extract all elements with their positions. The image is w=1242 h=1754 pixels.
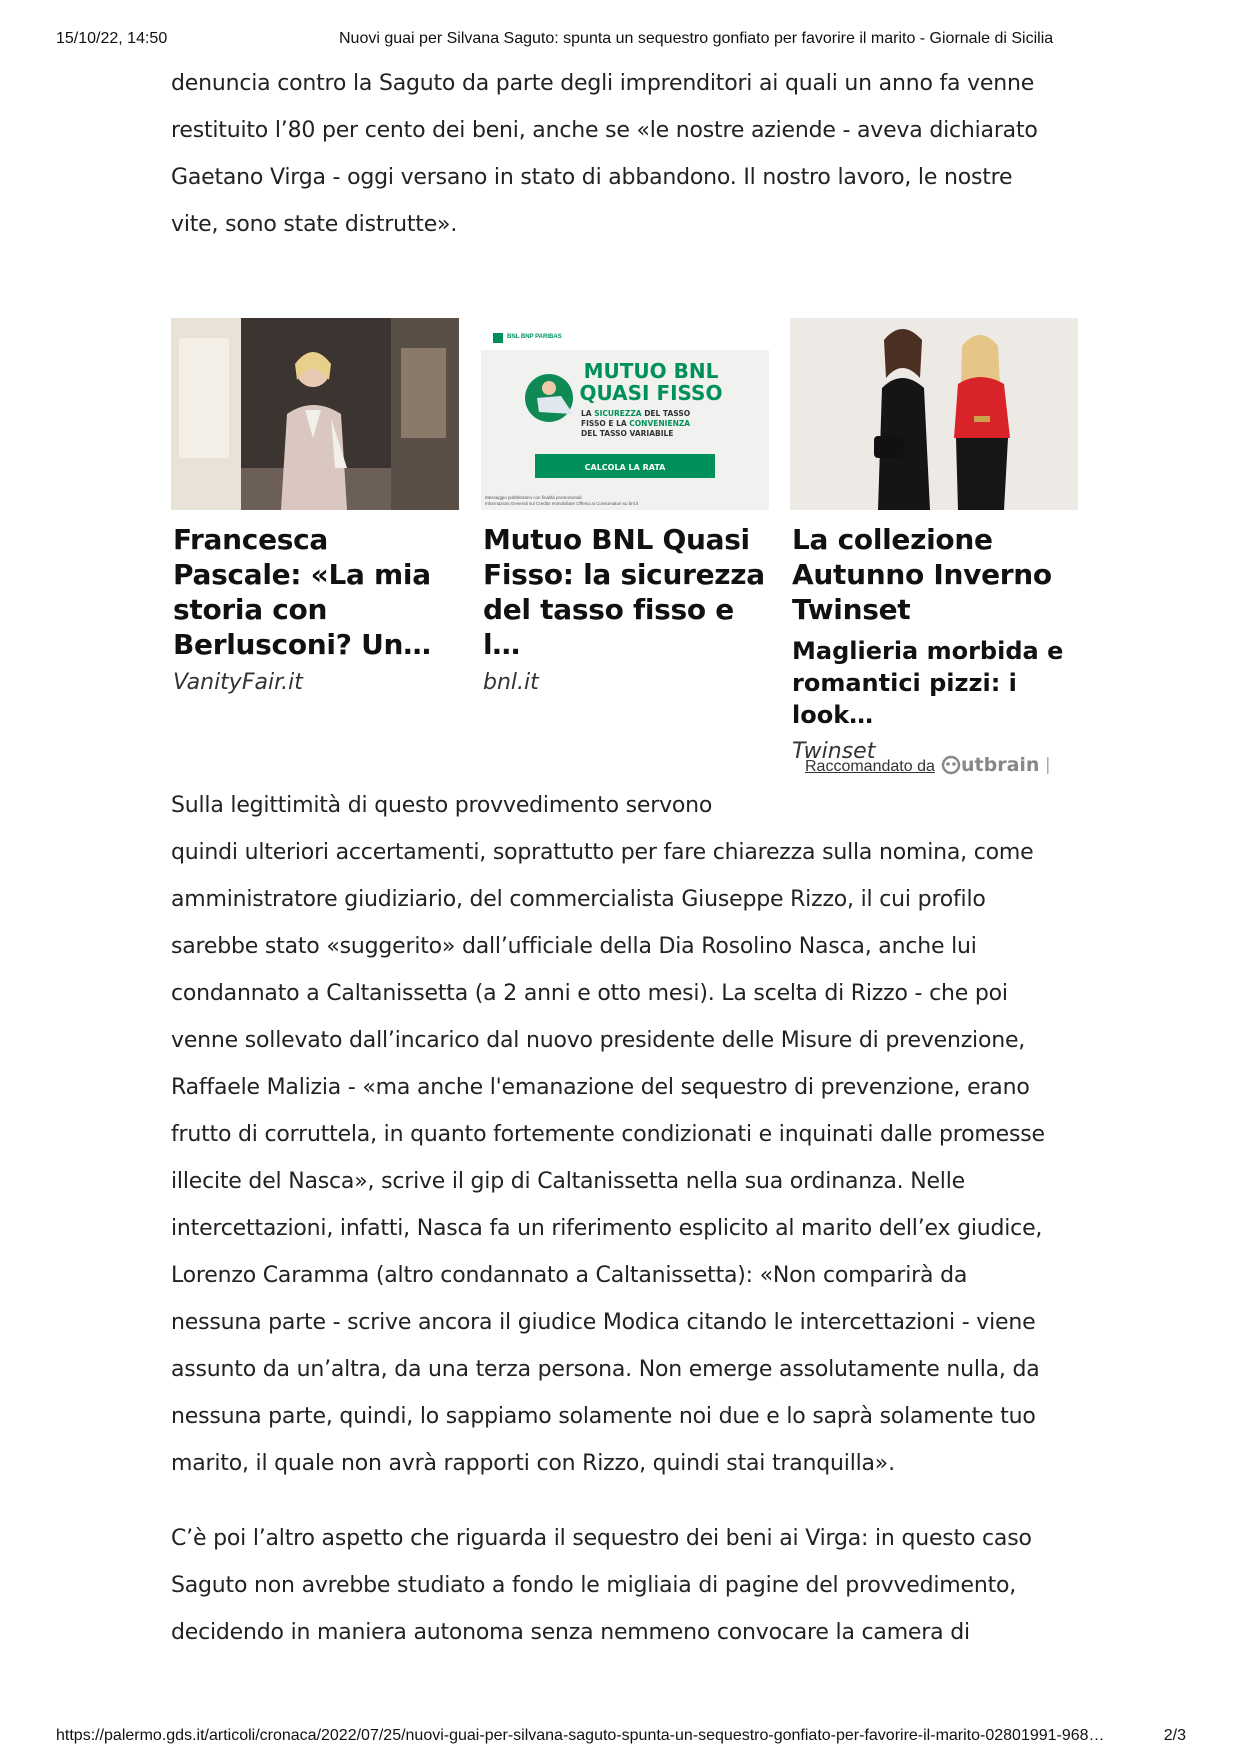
bnl-ad-graphic [481, 318, 769, 510]
bnl-logo-text: BNL BNP PARIBAS [507, 334, 562, 340]
text-line: quindi ulteriori accertamenti, soprattutto per fare chiarezza sulla nomina, come [171, 840, 1034, 865]
text-line: frutto di corruttela, in quanto fortemente condizionati e inquinati dalle promesse [171, 1122, 1045, 1147]
fashion-models-image [790, 318, 1078, 510]
ad-line-2: FISSO E LA CONVENIENZA [581, 419, 691, 428]
outbrain-logo [941, 752, 1051, 777]
ad-disclaimer: Informazioni Generali sul Credito Immobiliare Offerto ai Consumatori su bnl.it [485, 501, 639, 506]
text-line: nessuna parte - scrive ancora il giudice Modica citando le intercettazioni - viene [171, 1310, 1036, 1335]
text-line: denuncia contro la Saguto da parte degli imprenditori ai quali un anno fa venne [171, 71, 1035, 96]
text-line: C’è poi l’altro aspetto che riguarda il sequestro dei beni ai Virga: in questo caso [171, 1526, 1032, 1551]
print-page-title: Nuovi guai per Silvana Saguto: spunta un sequestro gonfiato per favorire il marito - Giornale di Sicilia [339, 30, 1054, 47]
ad-headline-2: QUASI FISSO [579, 381, 723, 405]
text-line: marito, il quale non avrà rapporti con Rizzo, quindi stai tranquilla». [171, 1451, 895, 1476]
ad-cta-label: CALCOLA LA RATA [584, 463, 666, 472]
outbrain-logo-icon [941, 754, 1051, 776]
svg-text:utbrain: utbrain [961, 754, 1040, 776]
page-url: https://palermo.gds.it/articoli/cronaca/2022/07/25/nuovi-guai-per-silvana-saguto-spunta-un-sequestro-gonfiato-per-favorire-il-marito-02801991-968… [56, 1727, 1105, 1744]
card-subtitle[interactable]: Maglieria morbida e romantici pizzi: i look… [792, 637, 1064, 729]
text-line: intercettazioni, infatti, Nasca fa un riferimento esplicito al marito dell’ex giudice, [171, 1216, 1043, 1241]
text-line: Sulla legittimità di questo provvedimento servono [171, 793, 713, 818]
text-line: condannato a Caltanissetta (a 2 anni e otto mesi). La scelta di Rizzo - che poi [171, 981, 1008, 1006]
outbrain-credit[interactable] [805, 752, 1051, 777]
text-line: Lorenzo Caramma (altro condannato a Caltanissetta): «Non comparirà da [171, 1263, 968, 1288]
card-source[interactable]: bnl.it [483, 670, 539, 695]
card-title[interactable]: La collezione Autunno Inverno Twinset [792, 523, 1052, 626]
article-paragraph-1 [171, 60, 1071, 248]
card-title[interactable]: Mutuo BNL Quasi Fisso: la sicurezza del tasso fisso e l… [483, 523, 765, 661]
ad-disclaimer: Messaggio pubblicitario con finalità promozionali. [485, 495, 583, 500]
article-paragraph-3 [171, 1515, 1071, 1656]
text-line: nessuna parte, quindi, lo sappiamo solamente noi due e lo saprà solamente tuo [171, 1404, 1036, 1429]
text-line: decidendo in maniera autonoma senza nemmeno convocare la camera di [171, 1620, 970, 1645]
ad-headline-1: MUTUO BNL [583, 359, 719, 383]
card-title[interactable]: Francesca Pascale: «La mia storia con Berlusconi? Un… [173, 523, 431, 661]
text-line: Saguto non avrebbe studiato a fondo le migliaia di pagine del provvedimento, [171, 1573, 1017, 1598]
text-line: amministratore giudiziario, del commercialista Giuseppe Rizzo, il cui profilo [171, 887, 986, 912]
card-source[interactable]: Twinset [792, 739, 876, 764]
text-line: assunto da un’altra, da una terza persona. Non emerge assolutamente nulla, da [171, 1357, 1040, 1382]
article-paragraph-2 [171, 782, 1071, 1487]
print-date: 15/10/22, 14:50 [56, 30, 168, 47]
recommended-by-link[interactable]: Raccomandato da [805, 758, 935, 775]
bnl-ad-image[interactable] [481, 318, 769, 510]
ad-line-3: DEL TASSO VARIABILE [581, 429, 674, 438]
text-line: sarebbe stato «suggerito» dall’ufficiale della Dia Rosolino Nasca, anche lui [171, 934, 977, 959]
card-thumbnail[interactable] [171, 318, 459, 510]
recommended-card-twinset[interactable] [790, 318, 1078, 767]
card-source[interactable]: VanityFair.it [173, 670, 303, 695]
recommended-card-bnl[interactable] [481, 318, 769, 698]
text-line: vite, sono state distrutte». [171, 212, 458, 237]
street-photo-image [171, 318, 459, 510]
text-line: venne sollevato dall’incarico dal nuovo presidente delle Misure di prevenzione, [171, 1028, 1026, 1053]
text-line: restituito l’80 per cento dei beni, anche se «le nostre aziende - aveva dichiarato [171, 118, 1038, 143]
text-line: Gaetano Virga - oggi versano in stato di abbandono. Il nostro lavoro, le nostre [171, 165, 1013, 190]
ad-line-1: LA SICUREZZA DEL TASSO [581, 409, 691, 418]
card-thumbnail[interactable] [790, 318, 1078, 510]
text-line: illecite del Nasca», scrive il gip di Caltanissetta nella sua ordinanza. Nelle [171, 1169, 965, 1194]
text-line: Raffaele Malizia - «ma anche l'emanazione del sequestro di prevenzione, erano [171, 1075, 1030, 1100]
recommended-card-pascale[interactable] [171, 318, 459, 698]
page-number: 2/3 [1163, 1727, 1186, 1744]
